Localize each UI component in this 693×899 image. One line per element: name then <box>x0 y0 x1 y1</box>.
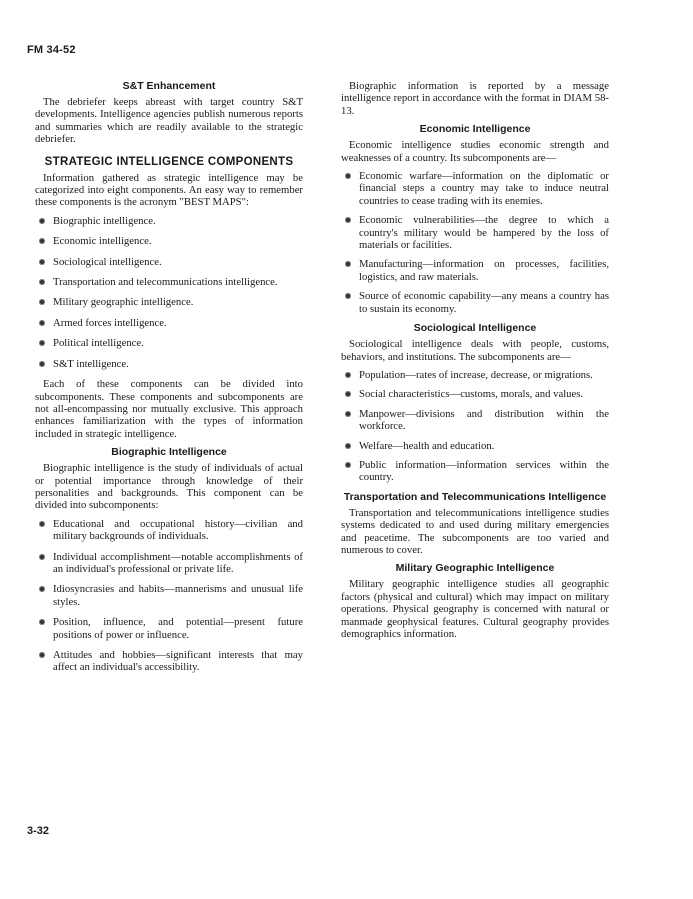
military-geographic-heading: Military Geographic Intelligence <box>395 562 555 575</box>
list-item: Public information—information services within the country. <box>341 459 609 484</box>
components-summary-paragraph: Each of these components can be divided into subcomponents. These components and subcomponents are not all-encompassing nor mutually exclusive. This approach enhances familiarization with the types of information included in strategic intelligence. <box>35 378 303 440</box>
list-item: Economic intelligence. <box>35 235 303 247</box>
list-item: Welfare—health and education. <box>341 440 609 452</box>
list-item: Economic vulnerabilities—the degree to which a country's military would be hampered by the loss of materials or facilities. <box>341 214 609 251</box>
list-item: Attitudes and hobbies—significant interests that may affect an individual's accessibility. <box>35 649 303 674</box>
list-item: Manpower—divisions and distribution within the workforce. <box>341 408 609 433</box>
list-item: Economic warfare—information on the diplomatic or financial steps a country may take to induce neutral countries to cease trading with its enemies. <box>341 170 609 207</box>
sociological-intro-paragraph: Sociological intelligence deals with people, customs, behaviors, and institutions. The subcomponents are— <box>341 338 609 363</box>
list-item: Transportation and telecommunications intelligence. <box>35 276 303 288</box>
left-column <box>35 80 303 682</box>
document-id: FM 34-52 <box>27 44 76 56</box>
economic-heading: Economic Intelligence <box>419 123 531 136</box>
st-enhancement-heading: S&T Enhancement <box>122 80 216 92</box>
transportation-paragraph: Transportation and telecommunications intelligence studies systems dedicated to and used during military emergencies and peacetime. The subcomponents are too varied and numerous to cover. <box>341 506 609 556</box>
list-item: Political intelligence. <box>35 337 303 349</box>
military-geographic-paragraph: Military geographic intelligence studies all geographic factors (physical and cultural) which may impact on military operations. Physical geography is concerned with natural or manmade geophysical features. Cultural geography provides demographics information. <box>341 578 609 640</box>
right-column <box>341 80 609 646</box>
list-item: Individual accomplishment—notable accomplishments of an individual's professional or private life. <box>35 551 303 576</box>
list-item: Position, influence, and potential—present future positions of power or influence. <box>35 616 303 641</box>
biographic-heading: Biographic Intelligence <box>111 446 227 459</box>
list-item: Educational and occupational history—civilian and military backgrounds of individuals. <box>35 518 303 543</box>
list-item: Source of economic capability—any means a country has to sustain its economy. <box>341 290 609 315</box>
biographic-report-paragraph: Biographic information is reported by a message intelligence report in accordance with the format in DIAM 58-13. <box>341 80 609 117</box>
list-item: Social characteristics—customs, morals, and values. <box>341 388 609 400</box>
list-item: Armed forces intelligence. <box>35 317 303 329</box>
economic-list <box>341 170 609 315</box>
sociological-heading: Sociological Intelligence <box>413 322 537 335</box>
components-list <box>35 215 303 370</box>
list-item: Biographic intelligence. <box>35 215 303 227</box>
page-number: 3-32 <box>27 825 50 837</box>
list-item: S&T intelligence. <box>35 358 303 370</box>
components-intro-paragraph: Information gathered as strategic intelligence may be categorized into eight components. An easy way to remember these components is the acronym "BEST MAPS": <box>35 171 303 209</box>
economic-intro-paragraph: Economic intelligence studies economic strength and weaknesses of a country. Its subcomponents are— <box>341 139 609 164</box>
st-enhancement-paragraph: The debriefer keeps abreast with target country S&T developments. Intelligence agencies publish numerous reports and summaries which are readily available to the strategic debriefer. <box>35 96 303 146</box>
list-item: Idiosyncrasies and habits—mannerisms and unusual life styles. <box>35 583 303 608</box>
biographic-list <box>35 518 303 674</box>
list-item: Population—rates of increase, decrease, or migrations. <box>341 369 609 381</box>
list-item: Manufacturing—information on processes, facilities, logistics, and raw materials. <box>341 258 609 283</box>
transportation-heading: Transportation and Telecommunications Intelligence <box>343 490 607 503</box>
strategic-components-heading: STRATEGIC INTELLIGENCE COMPONENTS <box>44 155 294 168</box>
list-item: Sociological intelligence. <box>35 256 303 268</box>
biographic-intro-paragraph: Biographic intelligence is the study of individuals of actual or potential importance through knowledge of their personalities and backgrounds. This component can be divided into subcomponents: <box>35 462 303 512</box>
sociological-list <box>341 369 609 484</box>
list-item: Military geographic intelligence. <box>35 296 303 308</box>
